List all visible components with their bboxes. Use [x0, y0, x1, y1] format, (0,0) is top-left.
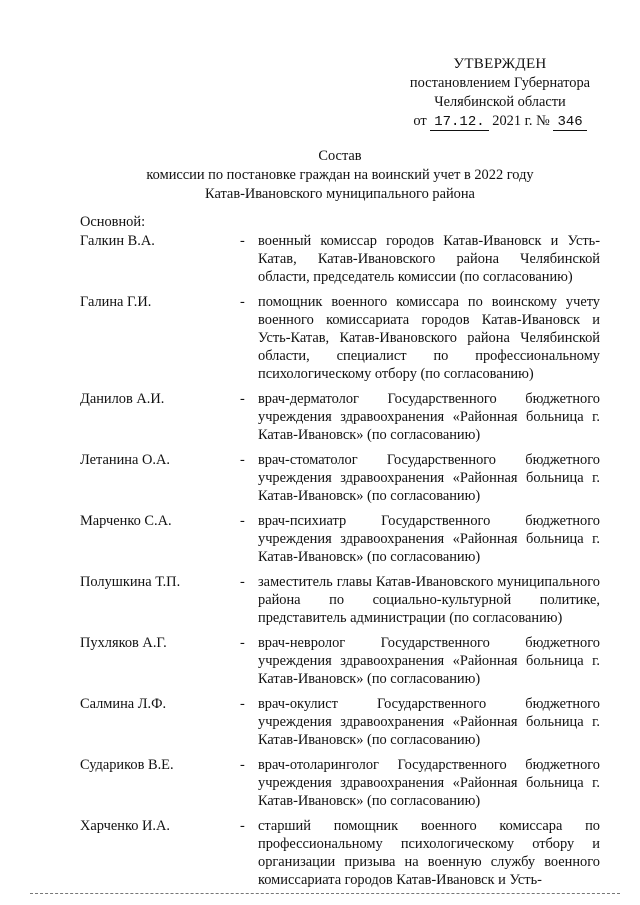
member-row	[80, 512, 600, 566]
date-value: 17.12.	[430, 115, 488, 131]
member-role: врач-невролог Государственного бюджетного учреждения здравоохранения «Районная больница г. Катав-Ивановск» (по согласованию)	[258, 635, 600, 687]
approval-line-1: постановлением Губернатора	[409, 75, 591, 91]
date-prefix: от	[413, 113, 427, 129]
heading-line-1: Состав	[318, 148, 362, 164]
approval-title: УТВЕРЖДЕН	[453, 56, 547, 72]
member-dash: -	[240, 696, 245, 712]
member-row	[80, 695, 600, 749]
member-dash: -	[240, 233, 245, 249]
member-role: врач-психиатр Государственного бюджетного учреждения здравоохранения «Районная больница г. Катав-Ивановск» (по согласованию)	[258, 513, 600, 565]
heading-line-3: Катав-Ивановского муниципального района	[205, 186, 475, 202]
member-name: Данилов А.И.	[80, 391, 165, 407]
member-name: Марченко С.А.	[80, 513, 172, 529]
member-dash: -	[240, 294, 245, 310]
member-role: врач-окулист Государственного бюджетного учреждения здравоохранения «Районная больница г. Катав-Ивановск» (по согласованию)	[258, 696, 600, 748]
member-row	[80, 634, 600, 688]
page-bottom-divider	[30, 893, 620, 894]
member-row	[80, 451, 600, 505]
member-dash: -	[240, 757, 245, 773]
approval-line-2: Челябинской области	[434, 94, 566, 110]
member-role: врач-отоларинголог Государственного бюджетного учреждения здравоохранения «Районная больница г. Катав-Ивановск» (по согласованию)	[258, 757, 600, 809]
member-dash: -	[240, 818, 245, 834]
member-name: Салмина Л.Ф.	[80, 696, 167, 712]
heading-line-2: комиссии по постановке граждан на воинский учет в 2022 году	[146, 167, 534, 183]
member-dash: -	[240, 452, 245, 468]
member-role: старший помощник военного комиссара по профессиональному психологическому отбору и организации призыва на военную службу военного комиссариата городов Катав-Ивановск и Усть-	[258, 818, 600, 888]
member-role: врач-стоматолог Государственного бюджетного учреждения здравоохранения «Районная больница г. Катав-Ивановск» (по согласованию)	[258, 452, 600, 504]
member-name: Харченко И.А.	[80, 818, 170, 834]
member-dash: -	[240, 574, 245, 590]
member-dash: -	[240, 635, 245, 651]
member-name: Галкин В.А.	[80, 233, 155, 249]
member-dash: -	[240, 513, 245, 529]
member-row	[80, 293, 600, 383]
member-name: Судариков В.Е.	[80, 757, 174, 773]
member-role: заместитель главы Катав-Ивановского муниципального района по социально-культурной политике, представитель администрации (по согласованию)	[258, 574, 600, 626]
member-row	[80, 817, 600, 889]
member-name: Полушкина Т.П.	[80, 574, 181, 590]
member-dash: -	[240, 391, 245, 407]
member-row	[80, 232, 600, 286]
member-name: Галина Г.И.	[80, 294, 152, 310]
member-row	[80, 390, 600, 444]
member-row	[80, 573, 600, 627]
member-name: Пухляков А.Г.	[80, 635, 167, 651]
year-text: 2021 г. №	[492, 113, 550, 129]
member-name: Летанина О.А.	[80, 452, 170, 468]
document-heading	[80, 147, 600, 204]
member-row	[80, 756, 600, 810]
approval-stamp	[400, 55, 600, 131]
section-label: Основной:	[80, 214, 146, 230]
member-role: военный комиссар городов Катав-Ивановск и Усть-Катав, Катав-Ивановского района Челябинской области, председатель комиссии (по согласованию)	[258, 233, 600, 285]
decree-number: 346	[553, 115, 586, 131]
member-role: врач-дерматолог Государственного бюджетного учреждения здравоохранения «Районная больница г. Катав-Ивановск» (по согласованию)	[258, 391, 600, 443]
member-role: помощник военного комиссара по воинскому учету военного комиссариата городов Катав-Ивановск и Усть-Катав, Катав-Ивановского района Челябинской области, специалист по профессиональному психологическому отбору (по согласованию)	[258, 294, 600, 382]
approval-date-line	[400, 112, 600, 131]
members-list	[80, 232, 600, 896]
